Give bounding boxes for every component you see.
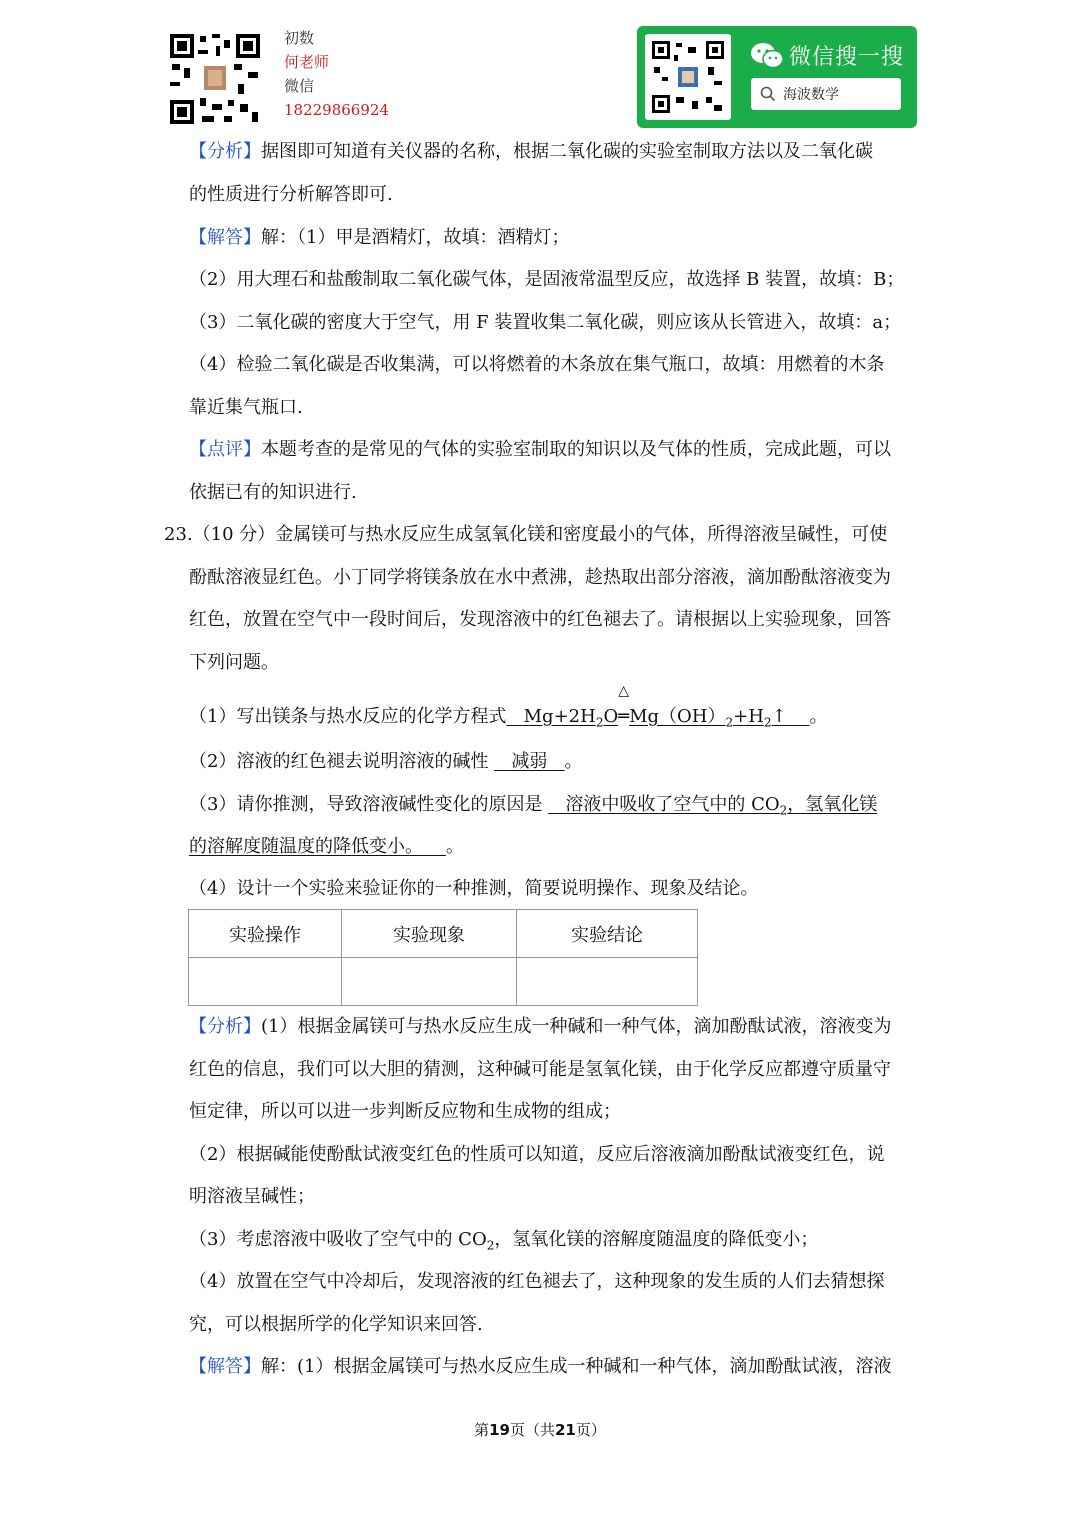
analysis2-line-2: 红色的信息，我们可以大胆的猜测，这种碱可能是氢氧化镁，由于化学反应都遵守质量守 — [189, 1059, 891, 1080]
wechat-search-bar — [751, 78, 901, 110]
search-icon — [760, 86, 776, 102]
answer-line-5: 靠近集气瓶口. — [189, 397, 303, 418]
analysis2-line-3: 恒定律，所以可以进一步判断反应物和生成物的组成； — [189, 1101, 621, 1122]
analysis-line-2: 的性质进行分析解答即可. — [189, 184, 393, 205]
answer-line-1: 【解答】解：（1）甲是酒精灯，故填：酒精灯； — [189, 227, 570, 248]
contact-teacher: 何老师 — [284, 53, 330, 71]
table-header-conclusion: 实验结论 — [517, 910, 698, 958]
question-23-line-1: 23.（10 分）金属镁可与热水反应生成氢氧化镁和密度最小的气体，所得溶液呈碱性，可使 — [164, 524, 888, 545]
analysis2-line-6: （3）考虑溶液中吸收了空气中的 $CO_2$，氢氧化镁的溶解度随温度的降低变小； — [189, 1229, 819, 1253]
answer-line-2: （2）用大理石和盐酸制取二氧化碳气体，是固液常温型反应，故选择 B 装置，故填：B； — [189, 269, 905, 290]
answer-line-4: （4）检验二氧化碳是否收集满，可以将燃着的木条放在集气瓶口，故填：用燃着的木条 — [189, 354, 885, 375]
part-3-answer: 溶液中吸收了空气中的 $CO_2$，氢氧化镁 — [565, 794, 878, 818]
part-4-line: （4）设计一个实验来验证你的一种推测，简要说明操作、现象及结论。 — [189, 878, 759, 899]
table-row — [189, 958, 698, 1006]
wechat-search-title: 微信搜一搜 — [789, 45, 905, 70]
part-2-line: （2）溶液的红色褪去说明溶液的碱性 减弱 。 — [189, 751, 583, 772]
contact-phone: 18229866924 — [284, 101, 389, 119]
question-23-line-2: 酚酞溶液显红色。小丁同学将镁条放在水中煮沸，趁热取出部分溶液，滴加酚酞溶液变为 — [189, 567, 891, 588]
comment-line-1: 【点评】本题考查的是常见的气体的实验室制取的知识以及气体的性质，完成此题，可以 — [189, 439, 891, 460]
analysis-line-1: 【分析】据图即可知道有关仪器的名称，根据二氧化碳的实验室制取方法以及二氧化碳 — [189, 141, 873, 162]
heat-symbol: △ — [618, 683, 629, 699]
answer-tag: 【解答】 — [189, 227, 261, 248]
answer-line-3: （3）二氧化碳的密度大于空气，用 F 装置收集二氧化碳，则应该从长管进入，故填：a； — [189, 312, 902, 333]
table-header-phenomenon: 实验现象 — [342, 910, 517, 958]
experiment-table — [188, 909, 698, 1006]
table-cell — [189, 958, 342, 1006]
part-1-line: （1）写出镁条与热水反应的化学方程式 $Mg+2H_2O$ △ $═Mg(OH)_2+H_2↑$ 。 — [189, 705, 828, 735]
analysis2-line-4: （2）根据碱能使酚酞试液变红色的性质可以知道，反应后溶液滴加酚酞试液变红色，说 — [189, 1144, 885, 1165]
analysis-tag: 【分析】 — [189, 1016, 261, 1037]
table-header-operation: 实验操作 — [189, 910, 342, 958]
answer-tag: 【解答】 — [189, 1356, 261, 1377]
equation-answer: $Mg+2H_2O$ △ $═Mg(OH)_2+H_2↑$ — [506, 706, 809, 727]
qr-code — [168, 32, 262, 126]
comment-tag: 【点评】 — [189, 439, 261, 460]
table-cell — [517, 958, 698, 1006]
analysis-tag: 【分析】 — [189, 141, 261, 162]
analysis2-line-7: （4）放置在空气中冷却后，发现溶液的红色褪去了，这种现象的发生质的人们去猜想探 — [189, 1271, 885, 1292]
wechat-search-card — [637, 26, 917, 128]
page-total: 21 — [555, 1421, 576, 1439]
table-cell — [342, 958, 517, 1006]
part-3-line-1: （3）请你推测，导致溶液碱性变化的原因是 溶液中吸收了空气中的 $CO_2$，氢氧化镁 — [189, 794, 878, 818]
wechat-logo-icon — [750, 42, 784, 70]
analysis2-line-1: 【分析】(1）根据金属镁可与热水反应生成一种碱和一种气体，滴加酚酞试液，溶液变为 — [189, 1016, 892, 1037]
page-number: 19 — [489, 1421, 510, 1439]
answer2-line-1: 【解答】解：(1）根据金属镁可与热水反应生成一种碱和一种气体，滴加酚酞试液，溶液 — [189, 1356, 892, 1377]
analysis2-line-5: 明溶液呈碱性； — [189, 1186, 315, 1207]
contact-subject: 初数 — [284, 29, 315, 47]
part-3-line-2: 的溶解度随温度的降低变小。 。 — [189, 836, 464, 857]
part-2-answer: 减弱 — [511, 751, 548, 772]
page-footer: 第19页（共21页） — [474, 1421, 606, 1439]
contact-info — [284, 26, 389, 122]
wechat-search-text: 海波数学 — [783, 87, 839, 103]
question-23-line-3: 红色，放置在空气中一段时间后，发现溶液中的红色褪去了。请根据以上实验现象，回答 — [189, 609, 891, 630]
part-3-answer-cont: 的溶解度随温度的降低变小。 — [189, 836, 423, 857]
comment-line-2: 依据已有的知识进行. — [189, 482, 357, 503]
analysis2-line-8: 究，可以根据所学的化学知识来回答. — [189, 1314, 483, 1335]
question-23-line-4: 下列问题。 — [189, 652, 279, 673]
contact-wechat-label: 微信 — [284, 77, 315, 95]
wechat-qr-code — [645, 34, 731, 120]
